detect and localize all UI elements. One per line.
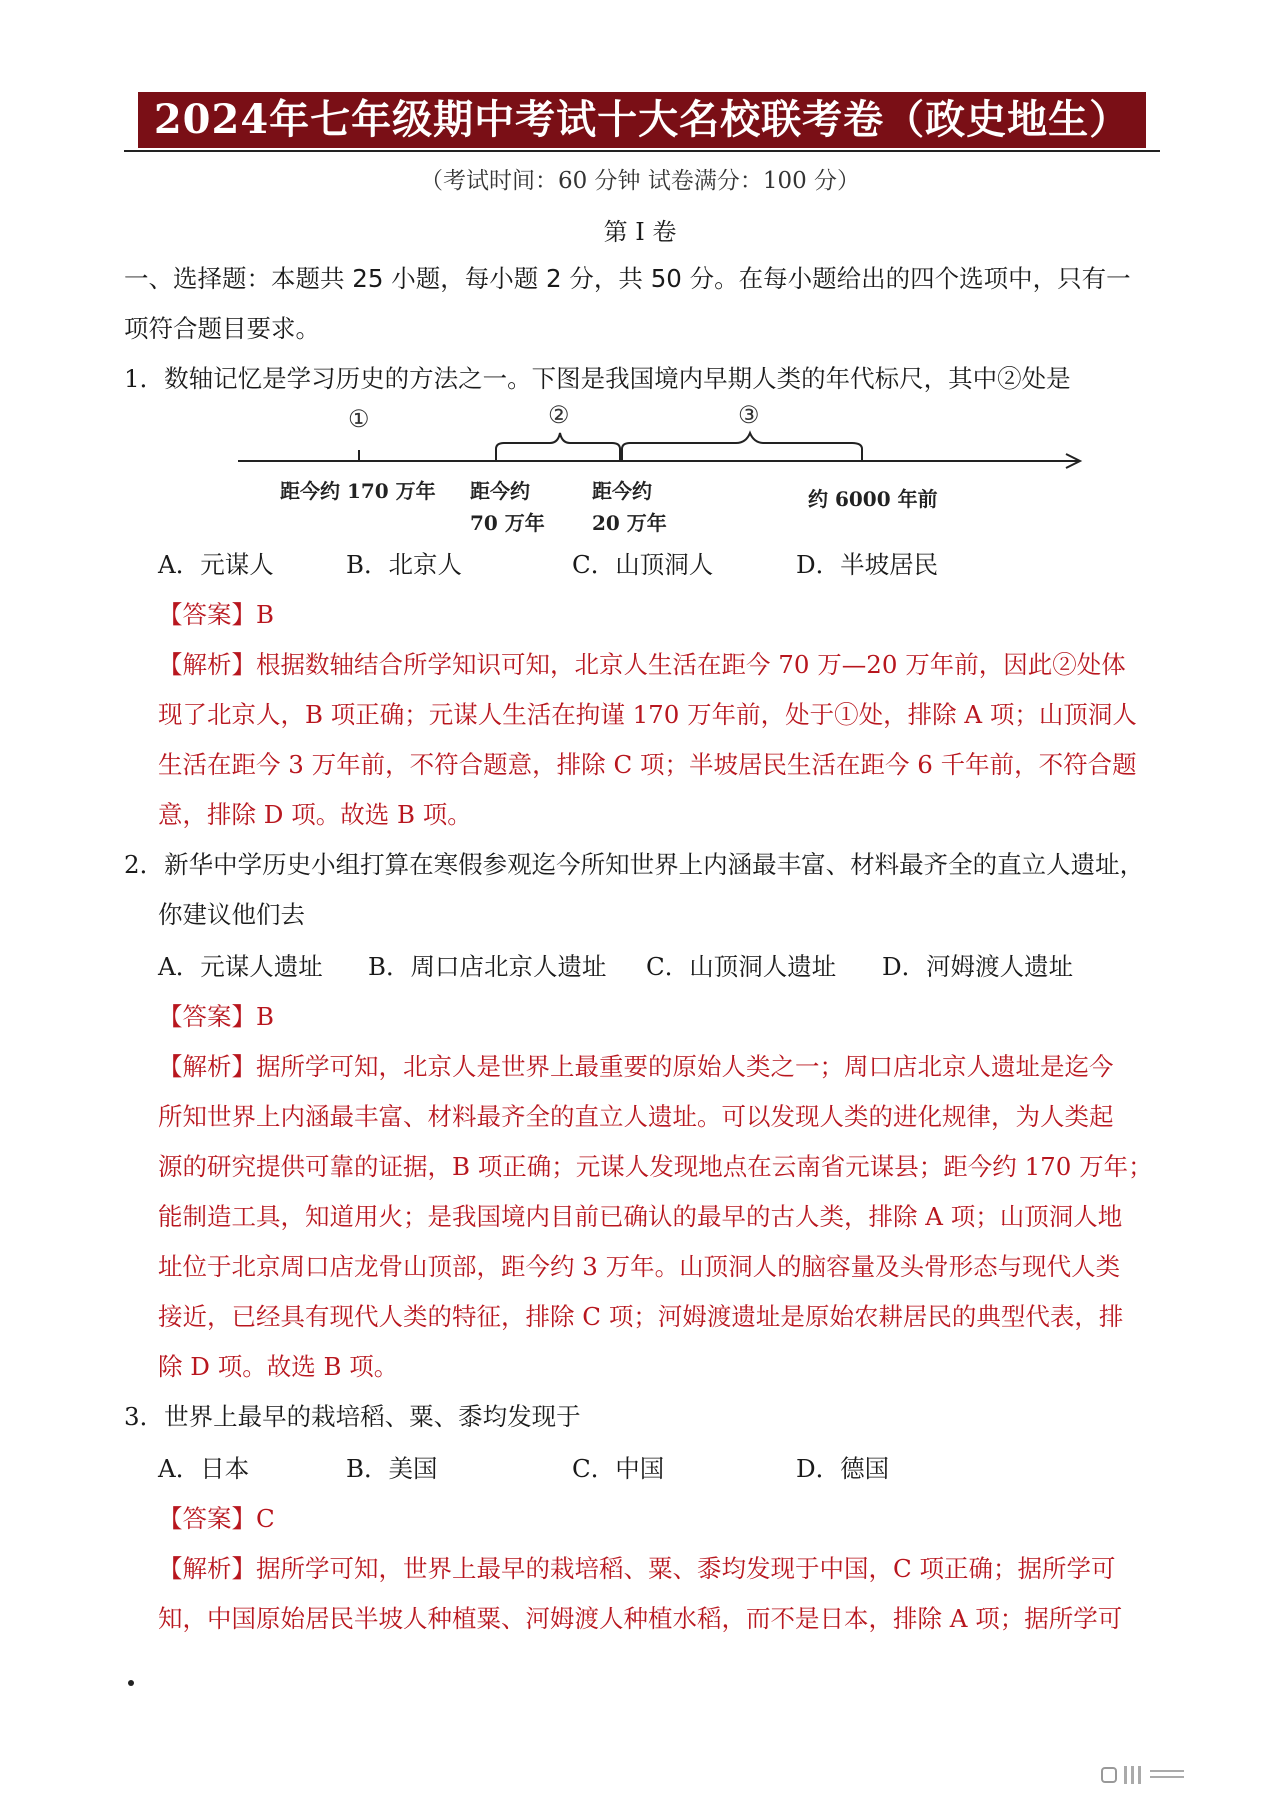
exam-info: （考试时间：60 分钟 试卷满分：100 分） bbox=[419, 168, 861, 194]
timeline-marker-3: ③ bbox=[738, 401, 760, 429]
timeline-label-70-line2: 70 万年 bbox=[470, 511, 545, 535]
timeline-label-20-line2: 20 万年 bbox=[592, 511, 667, 535]
q1-answer: 【答案】B bbox=[158, 600, 275, 629]
q2-option-a: A．元谋人遗址 bbox=[158, 952, 323, 981]
exam-title: 2024年七年级期中考试十大名校联考卷（政史地生） bbox=[138, 92, 1146, 148]
footer-dot bbox=[128, 1680, 134, 1686]
q1-analysis-line: 生活在距今 3 万年前，不符合题意，排除 C 项；半坡居民生活在距今 6 千年前，不符合题 bbox=[158, 750, 1137, 779]
q1-timeline bbox=[230, 401, 1090, 555]
q2-analysis-line: 址位于北京周口店龙骨山顶部，距今约 3 万年。山顶洞人的脑容量及头骨形态与现代人类 bbox=[158, 1252, 1121, 1281]
q2-option-b: B．周口店北京人遗址 bbox=[368, 952, 607, 981]
q3-analysis-line: 知，中国原始居民半坡人种植粟、河姆渡人种植水稻，而不是日本，排除 A 项；据所学可 bbox=[158, 1604, 1123, 1633]
timeline-label-170: 距今约 170 万年 bbox=[280, 479, 436, 503]
q2-answer: 【答案】B bbox=[158, 1002, 275, 1031]
volume-label: 第 I 卷 bbox=[603, 218, 677, 246]
q2-option-d: D．河姆渡人遗址 bbox=[882, 952, 1074, 981]
q3-option-d: D．德国 bbox=[796, 1454, 890, 1483]
q3-option-b: B．美国 bbox=[346, 1454, 438, 1483]
q3-option-a: A．日本 bbox=[158, 1454, 250, 1483]
q1-option-d: D．半坡居民 bbox=[796, 550, 939, 579]
section-instructions-line1: 一、选择题：本题共 25 小题，每小题 2 分，共 50 分。在每小题给出的四个选项中，只有一 bbox=[124, 264, 1131, 293]
q3-answer: 【答案】C bbox=[158, 1504, 275, 1533]
timeline-label-6000: 约 6000 年前 bbox=[808, 487, 938, 511]
q2-option-c: C．山顶洞人遗址 bbox=[646, 952, 837, 981]
section-instructions-line2: 项符合题目要求。 bbox=[124, 314, 320, 343]
q2-analysis-line: 所知世界上内涵最丰富、材料最齐全的直立人遗址。可以发现人类的进化规律，为人类起 bbox=[158, 1102, 1114, 1131]
q1-option-a: A．元谋人 bbox=[158, 550, 274, 579]
q3-option-c: C．中国 bbox=[572, 1454, 665, 1483]
q2-analysis-line: 能制造工具，知道用火；是我国境内目前已确认的最早的古人类，排除 A 项；山顶洞人地 bbox=[158, 1202, 1123, 1231]
timeline-label-20-line1: 距今约 bbox=[592, 479, 652, 503]
q3-stem: 3．世界上最早的栽培稻、粟、黍均发现于 bbox=[124, 1402, 581, 1431]
q2-analysis-line: 源的研究提供可靠的证据，B 项正确；元谋人发现地点在云南省元谋县；距今约 170 万年； bbox=[158, 1152, 1153, 1181]
q2-analysis-line: 除 D 项。故选 B 项。 bbox=[158, 1352, 399, 1381]
q2-stem-line2: 你建议他们去 bbox=[158, 900, 305, 929]
watermark-icon bbox=[1100, 1760, 1260, 1788]
timeline-marker-2: ② bbox=[548, 401, 570, 429]
q1-option-b: B．北京人 bbox=[346, 550, 463, 579]
timeline-label-70-line1: 距今约 bbox=[470, 479, 530, 503]
q1-option-c: C．山顶洞人 bbox=[572, 550, 714, 579]
title-underline bbox=[124, 150, 1160, 152]
brace-2 bbox=[496, 433, 620, 461]
brace-3 bbox=[622, 433, 862, 461]
q1-analysis-line: 【解析】根据数轴结合所学知识可知，北京人生活在距今 70 万—20 万年前，因此②处体 bbox=[158, 650, 1126, 679]
q2-analysis-line: 接近，已经具有现代人类的特征，排除 C 项；河姆渡遗址是原始农耕居民的典型代表，排 bbox=[158, 1302, 1124, 1331]
q1-stem: 1．数轴记忆是学习历史的方法之一。下图是我国境内早期人类的年代标尺，其中②处是 bbox=[124, 364, 1071, 393]
q2-stem-line1: 2．新华中学历史小组打算在寒假参观迄今所知世界上内涵最丰富、材料最齐全的直立人遗址， bbox=[124, 850, 1145, 879]
q1-analysis-line: 意，排除 D 项。故选 B 项。 bbox=[158, 800, 472, 829]
timeline-marker-1: ① bbox=[348, 405, 370, 433]
q3-analysis-line: 【解析】据所学可知，世界上最早的栽培稻、粟、黍均发现于中国，C 项正确；据所学可 bbox=[158, 1554, 1116, 1583]
q1-analysis-line: 现了北京人，B 项正确；元谋人生活在拘谨 170 万年前，处于①处，排除 A 项；山顶洞人 bbox=[158, 700, 1137, 729]
q2-analysis-line: 【解析】据所学可知，北京人是世界上最重要的原始人类之一；周口店北京人遗址是迄今 bbox=[158, 1052, 1114, 1081]
